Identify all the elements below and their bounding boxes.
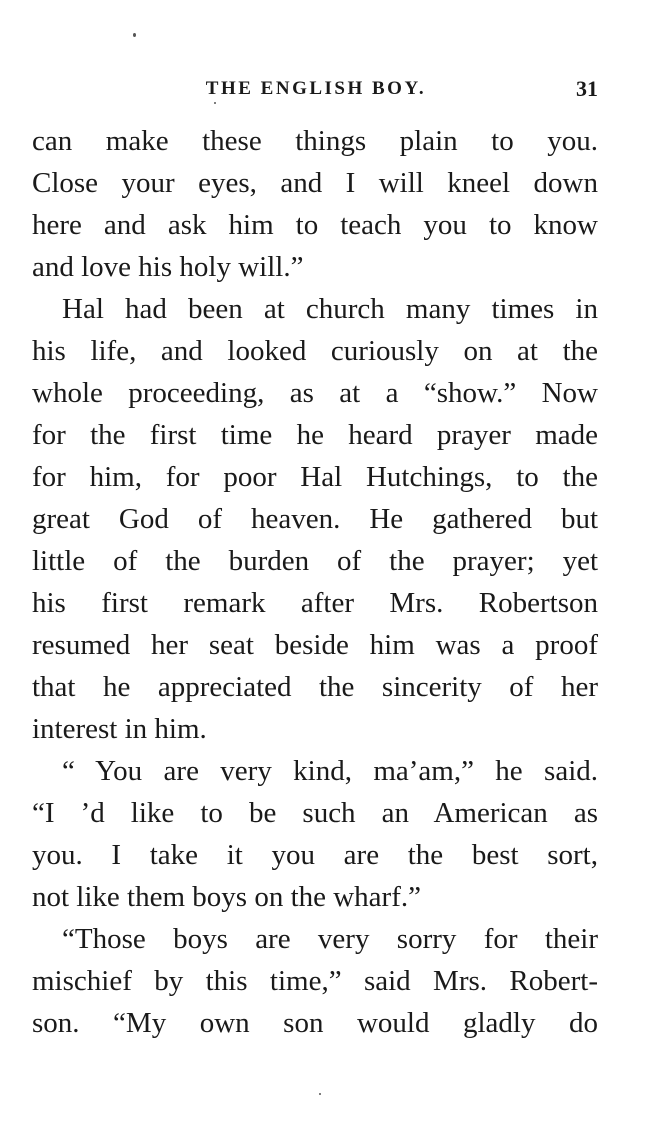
print-speck [133, 33, 136, 37]
text-line: “ You are very kind, ma’am,” he said. [62, 755, 598, 787]
text-line: and love his holy will.” [32, 251, 304, 283]
text-line: mischief by this time,” said Mrs. Robert- [32, 965, 598, 997]
text-line: for him, for poor Hal Hutchings, to the [32, 461, 598, 493]
text-line: that he appreciated the sincerity of her [32, 671, 598, 703]
text-line: “Those boys are very sorry for their [62, 923, 598, 955]
print-speck [319, 1093, 321, 1095]
running-title: THE ENGLISH BOY. [205, 78, 427, 99]
text-line: here and ask him to teach you to know [32, 209, 598, 241]
text-line: son. “My own son would gladly do [32, 1007, 598, 1039]
text-line: interest in him. [32, 713, 207, 745]
text-line: whole proceeding, as at a “show.” Now [32, 377, 598, 409]
text-line: his first remark after Mrs. Robertson [32, 587, 598, 619]
text-line: not like them boys on the wharf.” [32, 881, 421, 913]
page-number: 31 [576, 76, 598, 101]
text-line: resumed her seat beside him was a proof [32, 629, 598, 661]
text-line: Hal had been at church many times in [62, 293, 598, 325]
body-text [32, 120, 598, 1044]
text-line: great God of heaven. He gathered but [32, 503, 598, 535]
text-line: his life, and looked curiously on at the [32, 335, 598, 367]
text-line: you. I take it you are the best sort, [32, 839, 598, 871]
text-line: “I ’d like to be such an American as [32, 797, 598, 829]
text-line: can make these things plain to you. [32, 125, 598, 157]
text-line: Close your eyes, and I will kneel down [32, 167, 598, 199]
text-line: for the first time he heard prayer made [32, 419, 598, 451]
text-line: little of the burden of the prayer; yet [32, 545, 598, 577]
page-header [32, 76, 600, 106]
